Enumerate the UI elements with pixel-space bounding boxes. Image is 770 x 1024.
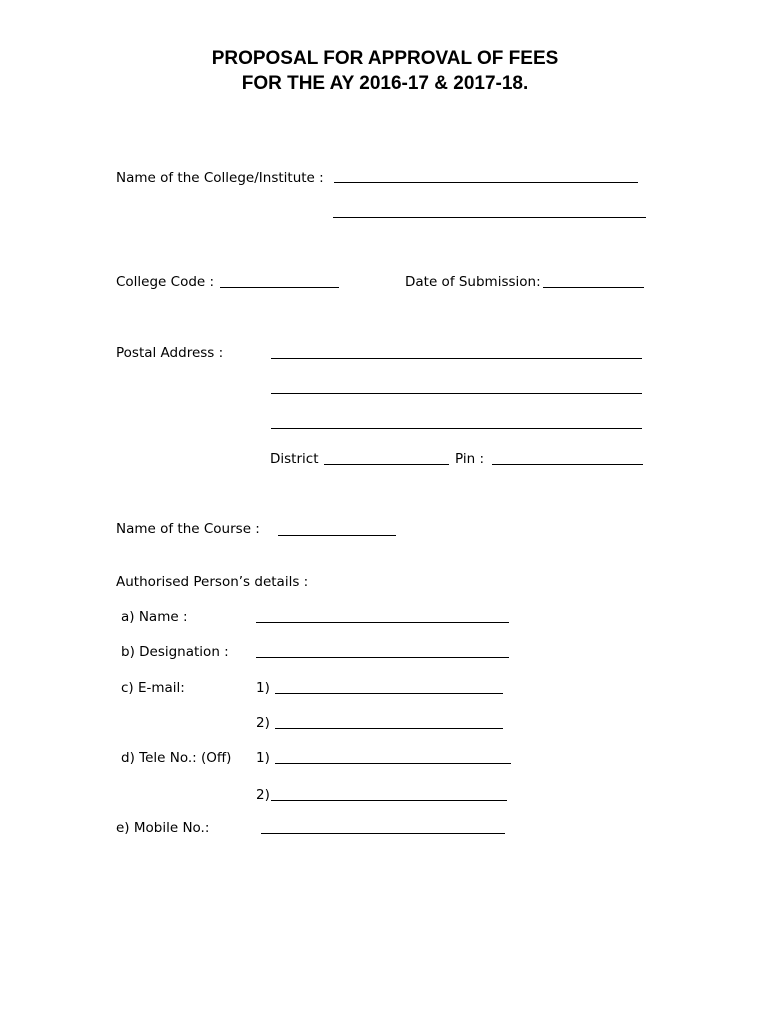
tele-1-marker: 1): [256, 750, 270, 766]
pin-field[interactable]: [492, 464, 643, 465]
college-name-field-2[interactable]: [333, 217, 646, 218]
postal-address-field-3[interactable]: [271, 428, 642, 429]
postal-address-label: Postal Address :: [116, 345, 224, 361]
college-code-label: College Code :: [116, 274, 215, 290]
title-line-1: PROPOSAL FOR APPROVAL OF FEES: [211, 48, 559, 69]
postal-address-field-2[interactable]: [271, 393, 642, 394]
college-code-field[interactable]: [220, 287, 339, 288]
tele-2-marker: 2): [256, 787, 270, 803]
date-submission-label: Date of Submission:: [405, 274, 541, 290]
college-name-label: Name of the College/Institute :: [116, 170, 324, 186]
email-field-2[interactable]: [275, 728, 503, 729]
course-field[interactable]: [278, 535, 396, 536]
name-field[interactable]: [256, 622, 509, 623]
date-submission-field[interactable]: [543, 287, 644, 288]
email-field-1[interactable]: [275, 693, 503, 694]
designation-field[interactable]: [256, 657, 509, 658]
postal-address-field-1[interactable]: [271, 358, 642, 359]
email-label: c) E-mail:: [121, 680, 185, 696]
tele-field-1[interactable]: [275, 763, 511, 764]
course-label: Name of the Course :: [116, 521, 260, 537]
name-label: a) Name :: [121, 609, 188, 625]
title-line-2: FOR THE AY 2016-17 & 2017-18.: [241, 73, 529, 94]
pin-label: Pin :: [455, 451, 484, 467]
designation-label: b) Designation :: [121, 644, 229, 660]
college-name-field-1[interactable]: [334, 182, 638, 183]
authorised-heading: Authorised Person’s details :: [116, 574, 309, 590]
tele-label: d) Tele No.: (Off): [121, 750, 232, 766]
tele-field-2[interactable]: [271, 800, 507, 801]
mobile-field[interactable]: [261, 833, 505, 834]
district-field[interactable]: [324, 464, 449, 465]
mobile-label: e) Mobile No.:: [116, 820, 210, 836]
email-2-marker: 2): [256, 715, 270, 731]
district-label: District: [270, 451, 319, 467]
email-1-marker: 1): [256, 680, 270, 696]
